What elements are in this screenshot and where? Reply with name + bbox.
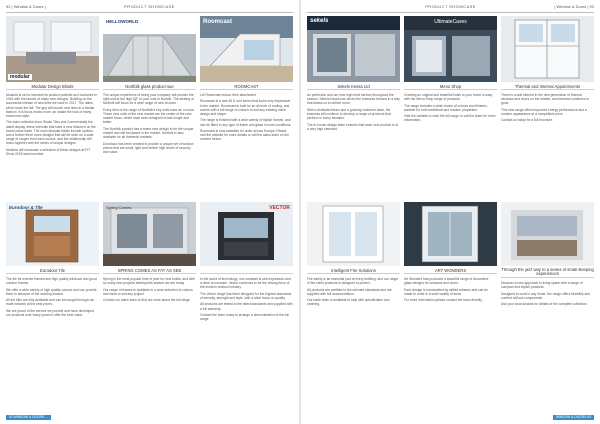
eurodoor-paragraph: All the tiles are fully available and can be bought through our trade network at the best prices. xyxy=(6,298,95,307)
small-spaces-photo xyxy=(501,202,594,266)
small-spaces-body xyxy=(501,281,594,309)
art-wonders-paragraph: For more information please contact the team directly. xyxy=(404,298,483,303)
norfolk-paragraph: Doordaco has been created to provide a unique set of window pieces that are small, light and deliver high levels of security and value. xyxy=(103,141,194,154)
sekels-photo xyxy=(307,16,400,82)
left-page-footer: 92 WINDOW & DOORS ... xyxy=(6,415,51,420)
vector-body xyxy=(200,277,293,324)
thermal-body xyxy=(501,93,594,125)
modular-heading: Modular Design Blinds xyxy=(6,84,99,90)
art-wonders-photo xyxy=(404,202,497,266)
small-spaces-heading: Through the jazz way to a series of small sleeping experiences xyxy=(501,268,594,277)
ultimatecases-logo: UltimateCases xyxy=(434,19,467,25)
right-page xyxy=(301,0,600,424)
art-wonders-heading: ART WONDERS xyxy=(404,268,497,274)
eurodoor-paragraph: The tile for exterior frames and high quality windows and good outdoor frames. xyxy=(6,277,97,286)
norfolk-logo: HELLOWORLD xyxy=(106,19,139,24)
thermal-paragraph: This new range offers improved energy performance and a modern appearance at a competitive price. xyxy=(501,107,587,116)
vector-photo xyxy=(200,202,293,266)
norfolk-paragraph: Every item of the range of Nortfolk's tiny units have an i-e-look. These new units of the new market are the centre of the new market focus, which have been designed to last longer and better. xyxy=(103,107,195,125)
right-page-header xyxy=(307,4,594,11)
modular-paragraph: Modular will showcase a selection of these designs at FIT Show 2018 stand number. xyxy=(6,147,91,157)
vector-paragraph: Contact the team today to arrange a demonstration of the full range. xyxy=(200,312,289,322)
roomcast-paragraph: The range is finished with a wide variety of stylish frames, and can be fitted to any type of frame and glass in most conditions. xyxy=(200,118,292,127)
spring-logo: Spring Comes xyxy=(106,205,132,210)
thermal-paragraph: Contact us today for a full brochure. xyxy=(501,118,554,123)
art-wonders-paragraph: Art Wonders has produced a beautiful range of decorative glass designs for windows and doors. xyxy=(404,277,489,286)
modular-paragraph: Modular is set to increase its product portfolio as it launches in 2018 with the launch of many new designs. Building on the successful release of new lines we have in 2017. The dates, which mark the fall. The guy will launch new lines in a similar fashion. It is focus marks more, an shade the look of many brand new style. xyxy=(6,93,97,119)
roomcast-heading: ROOMCAST xyxy=(200,84,293,90)
menu-shop-body xyxy=(404,93,497,125)
fire-heading: Intelligent Fire Solutions xyxy=(307,268,400,274)
roomcast-photo xyxy=(200,16,293,82)
header-rule xyxy=(6,12,293,13)
fire-paragraph: Our trade team is available to help with specification and ordering. xyxy=(307,298,390,307)
fire-paragraph: All products are certified to the relevant standards and are supplied with full documentation. xyxy=(307,287,392,296)
sekels-paragraph: As perfection and our new high level service throughout the season, Sekels Kessa has driven the business forward in a way that allows us to deliver more. xyxy=(307,93,400,106)
art-wonders-paragraph: Each design is handcrafted by skilled artisans and can be made to order in a wide variety of sizes. xyxy=(404,287,488,296)
spring-heading: SPRING COMES AS FAT AS SEE xyxy=(103,268,196,274)
small-spaces-paragraph: Designed to work in any home, the range offers flexibility and comfort without compromise. xyxy=(501,291,591,300)
norfolk-heading: Nortfolk glass product sue xyxy=(103,84,196,90)
header-rule xyxy=(307,12,594,13)
roomcast-body xyxy=(200,93,293,144)
menu-shop-paragraph: The range includes a wide choice of colours and finishes, suitable for both traditional and modern properties. xyxy=(404,103,488,112)
menu-shop-paragraph: Visit the website to view the full range or call the team for more information. xyxy=(404,114,496,123)
spring-paragraph: Our range of frames is available in a wide selection of colours and sizes to suit any project. xyxy=(103,287,193,296)
sekels-body xyxy=(307,93,400,133)
norfolk-photo xyxy=(103,16,196,82)
sekels-logo: sekels xyxy=(310,18,329,24)
spring-paragraph: Spring is the most popular time of year for new builds, and with so many new projects starting this season we are ready. xyxy=(103,277,195,286)
norfolk-paragraph: The Nortfolk product has a brand new design to be the unique market and will be placed in the market. Nortfolk is also available for all domestic markets. xyxy=(103,126,194,140)
sekels-heading: Sekels Kessa Ltd xyxy=(307,84,400,90)
eurodoor-paragraph: We are proud of the service we provide and have developed our products over many years to offer the best value. xyxy=(6,308,94,317)
vector-paragraph: The Vector range has been designed for the highest standards of security, strength and style, with a clear focus on quality. xyxy=(200,291,292,300)
left-page-header xyxy=(6,4,293,11)
right-page-footer: WINDOW & DOORS 93 xyxy=(553,415,594,420)
roomcast-paragraph: Let Roomcast reduce their attachment. xyxy=(200,93,257,97)
vector-paragraph: In the world of technology, one constant is self-expression and a drive to innovate. Vector continues to be the driving force of the modern window industry. xyxy=(200,277,291,290)
modular-body xyxy=(6,93,99,158)
fire-paragraph: Fire safety is an essential part of every building, and our range of fire-rated products is designed to protect. xyxy=(307,277,399,286)
modular-logo: modular xyxy=(10,74,30,80)
thermal-paragraph: There is a real interest in the new generation of thermal windows and doors on the market, and demand continues to grow. xyxy=(501,93,590,106)
eurodoor-logo: Eurodoor & Tile xyxy=(9,205,43,210)
fire-photo xyxy=(307,202,400,266)
spring-body xyxy=(103,277,196,305)
menu-shop-heading: Menu Shop xyxy=(404,84,497,90)
right-page-section: PRODUCT SHOWCASE xyxy=(425,4,476,9)
eurodoor-paragraph: We offer a wide variety of high quality colours and can provide them in advance of the working season. xyxy=(6,287,97,296)
vector-logo: VECTOR xyxy=(269,205,290,211)
thermal-photo xyxy=(501,16,594,82)
ultimatecases-photo xyxy=(404,16,497,82)
roomcast-paragraph: Roomcast is now available for order across Europe. Please visit the website for more details or call the sales team on the number below. xyxy=(200,128,290,142)
sekels-paragraph: The in-house design team ensures that each new product is of a very high standard. xyxy=(307,122,399,131)
vector-heading xyxy=(200,268,293,274)
eurodoor-heading: Eurodoor Tile xyxy=(6,268,99,274)
eurodoor-body xyxy=(6,277,99,319)
roomcast-logo: Roomcast xyxy=(203,19,233,25)
sekels-paragraph: With a dedicated team and a growing customer base, the business will continue to develop a range of products that perform in every situation. xyxy=(307,107,391,121)
spring-photo xyxy=(103,202,196,266)
modular-paragraph: The main collection from Studio Tiles and Commercially the latest display, these intervals that have a new relaunch on the brand name trade. The main Modular blinds include options and a further three more designs that will be seen on a wide range of ranges from each source, and the relationship will focus together with the series of unique designs. xyxy=(6,120,96,146)
left-page-section: PRODUCT SHOWCASE xyxy=(124,4,175,9)
norfolk-paragraph: The unique experience of being your company will provide the right unit at the high IQF of your look in Norfolk. The dealing of Nortfolk will focus for a wide range of new choices. xyxy=(103,93,194,106)
left-page-folio: 92 | Window & Doors | xyxy=(6,4,46,9)
spring-paragraph: Contact our sales team to find out more about the full range. xyxy=(103,298,191,303)
menu-shop-paragraph: Creating an original and beautiful finish to your home is easy with the Menu Shop range of products. xyxy=(404,93,493,102)
fire-body xyxy=(307,277,400,309)
left-page xyxy=(0,0,299,424)
small-spaces-paragraph: Discover a new approach to living space with a range of compact and stylish products. xyxy=(501,281,583,290)
roomcast-paragraph: Roomcast is a new lift & roof series that looks very impressive in the market. Roomcast is built for an all level of roofing, and comes with a full range of colours to suit any existing home design and shape. xyxy=(200,99,291,116)
thermal-heading: Thermal and Internal Appointments xyxy=(501,84,594,90)
norfolk-body xyxy=(103,93,196,156)
right-page-folio: | Window & Doors | 93 xyxy=(554,4,594,9)
small-spaces-paragraph: Ask your local stockist for details of the complete collection. xyxy=(501,302,588,307)
art-wonders-body xyxy=(404,277,497,305)
modular-photo xyxy=(6,16,99,82)
vector-paragraph: All products are tested to the latest standards and supplied with a full warranty. xyxy=(200,302,293,311)
eurodoor-photo xyxy=(6,202,99,266)
